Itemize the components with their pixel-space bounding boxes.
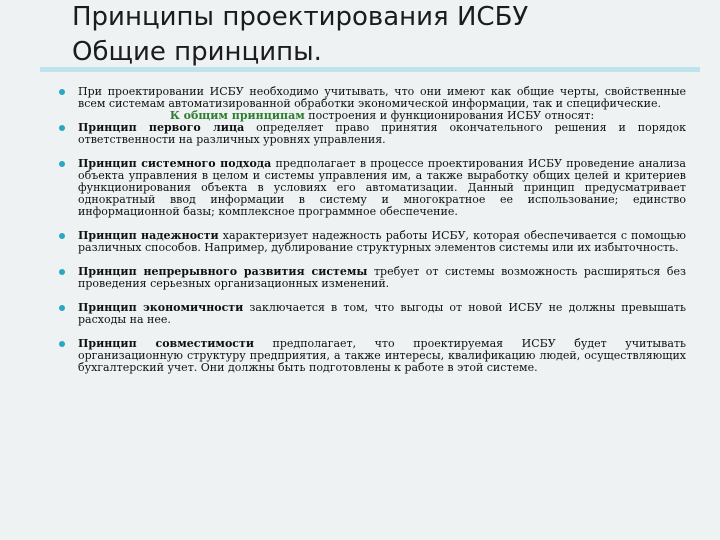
principle-term: Принцип экономичности [78, 301, 244, 314]
principle-compatibility [56, 338, 686, 374]
bullet-icon [59, 89, 65, 95]
principle-system-approach [56, 158, 686, 218]
bullet-icon [59, 305, 65, 311]
subheading-rest: построения и функционирования ИСБУ относят: [304, 109, 595, 122]
principle-text: определяет право принятия окончательного решения и порядок ответственности на различных уровнях управления. [78, 121, 686, 146]
intro-paragraph [56, 86, 686, 110]
bullet-icon [59, 341, 65, 347]
principle-economy [56, 302, 686, 326]
principle-term: Принцип надежности [78, 229, 219, 242]
principle-text: характеризует надежность работы ИСБУ, которая обеспечивается с помощью различных способов. Например, дублирование структурных элементов системы или их избыточность. [78, 229, 686, 254]
principle-text: требует от системы возможность расширяться без проведения серьезных организационных изменений. [78, 265, 686, 290]
title-line-1: Принципы проектирования ИСБУ [72, 2, 529, 32]
subheading-lead: К общим принципам [169, 109, 305, 122]
principle-continuous-development [56, 266, 686, 290]
bullet-icon [59, 233, 65, 239]
principle-text: предполагает, что проектируемая ИСБУ будет учитывать организационную структуру предприятия, а также интересы, квалификацию людей, осуществляющих бухгалтерский учет. Они должны быть подготовлены к работе в этой системе. [78, 337, 686, 374]
slide-body [56, 86, 686, 374]
bullet-icon [59, 125, 65, 131]
bullet-icon [59, 269, 65, 275]
bullet-icon [59, 161, 65, 167]
principle-text: предполагает в процессе проектирования ИСБУ проведение анализа объекта управления в целом и системы управления им, а также выработку общих целей и критериев функционирования объекта в условиях его автоматизации. Данный принцип предусматривает однократный ввод информации в систему и многократное ее использование; единство информационной базы; комплексное программное обеспечение. [78, 157, 686, 218]
principle-text: заключается в том, что выгоды от новой ИСБУ не должны превышать расходы на нее. [78, 301, 686, 326]
principle-term: Принцип системного подхода [78, 157, 272, 170]
slide-title [72, 0, 672, 70]
title-divider [40, 67, 700, 72]
principle-reliability [56, 230, 686, 254]
title-line-2: Общие принципы. [72, 37, 322, 67]
principle-term: Принцип совместимости [78, 337, 254, 350]
principle-term: Принцип первого лица [78, 121, 245, 134]
principle-first-person [56, 122, 686, 146]
intro-text: При проектировании ИСБУ необходимо учитывать, что они имеют как общие черты, свойственные всем системам автоматизированной обработки экономической информации, так и специфические. [78, 85, 686, 110]
principle-term: Принцип непрерывного развития системы [78, 265, 368, 278]
